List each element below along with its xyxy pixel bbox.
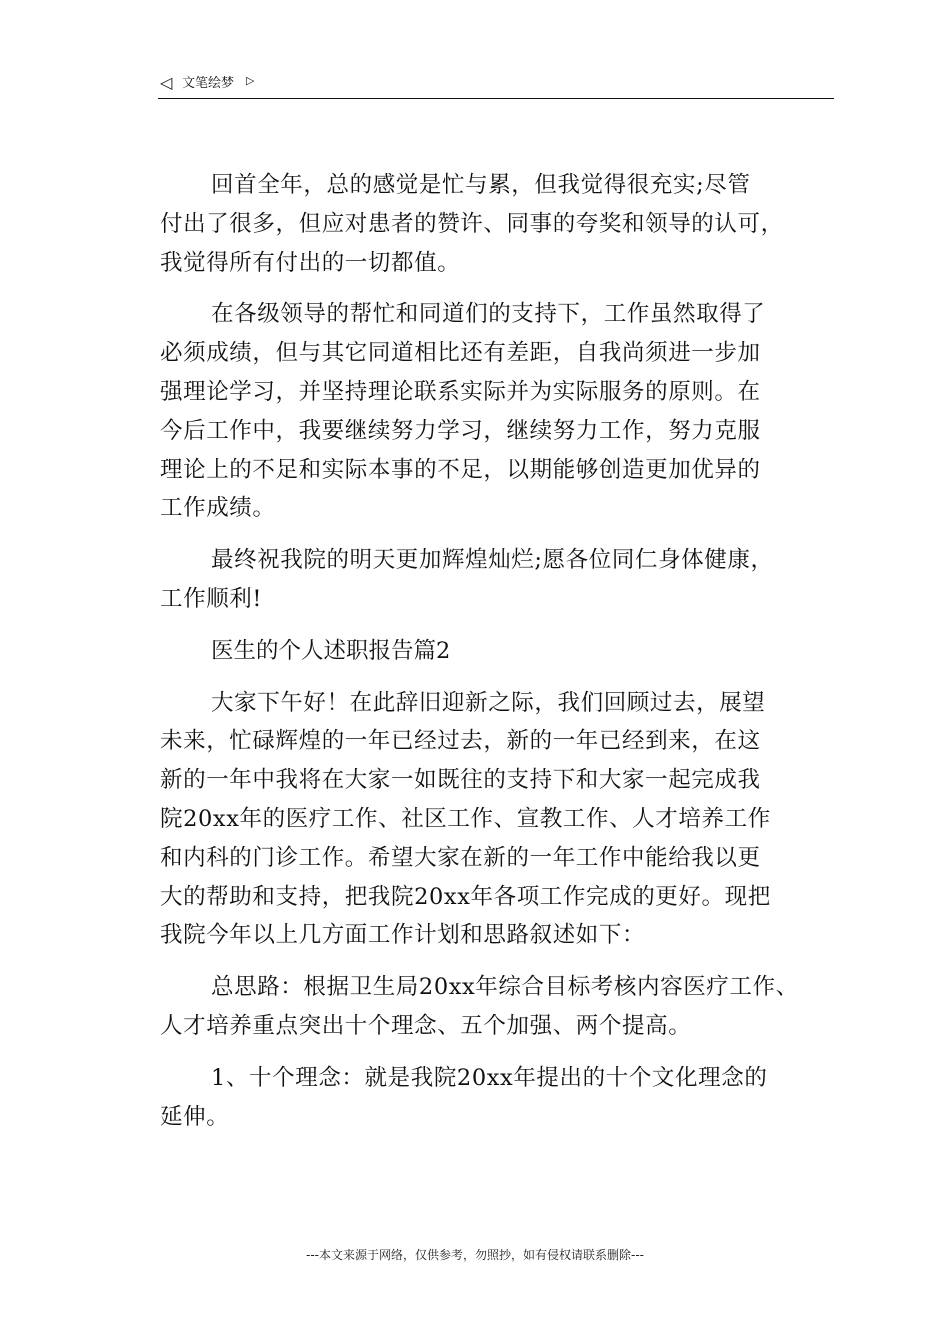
document-body (160, 166, 850, 1149)
section-heading: 医生的个人述职报告篇2 (211, 637, 451, 664)
page-header (158, 72, 834, 99)
paragraph-overall-plan: 总思路：根据卫生局20xx年综合目标考核内容医疗工作、 人才培养重点突出十个理念、五个加强、两个提高。 (160, 974, 799, 1039)
paragraph-greeting: 大家下午好！在此辞旧迎新之际，我们回顾过去，展望 未来，忙碌辉煌的一年已经过去，新的一年已经到来，在这 新的一年中我将在大家一如既往的支持下和大家一起完成我 院20xx年的医疗工作、社区工作、宣教工作、人才培养工作 和内科的门诊工作。希望大家在新的一年工作中能给我以更 大的帮助和支持，把我院20xx年各项工作完成的更好。现把 我院今年以上几方面工作计划和思路叙述如下： (160, 689, 771, 949)
page-footer: ---本文来源于网络，仅供参考，勿照抄，如有侵权请联系删除--- (306, 1248, 644, 1262)
triangle-right-icon: ▷ (246, 74, 255, 87)
brand-title: 文笔绘梦 (182, 76, 235, 91)
paragraph-ten-concepts: 1、十个理念：就是我院20xx年提出的十个文化理念的 延伸。 (160, 1064, 768, 1130)
paragraph-wishes: 最终祝我院的明天更加辉煌灿烂;愿各位同仁身体健康， 工作顺利! (160, 547, 774, 612)
triangle-left-icon: ◁ (160, 73, 173, 92)
paragraph-summary: 回首全年，总的感觉是忙与累，但我觉得很充实;尽管 付出了很多，但应对患者的赞许、同事的夸奖和领导的认可， 我觉得所有付出的一切都值。 (160, 172, 784, 276)
paragraph-achievements: 在各级领导的帮忙和同道们的支持下，工作虽然取得了 必须成绩，但与其它同道相比还有差距，自我尚须进一步加 强理论学习，并坚持理论联系实际并为实际服务的原则。在 今后工作中，我要继续努力学习，继续努力工作，努力克服 理论上的不足和实际本事的不足，以期能够创造更加优异的 工作成绩。 (160, 301, 766, 522)
